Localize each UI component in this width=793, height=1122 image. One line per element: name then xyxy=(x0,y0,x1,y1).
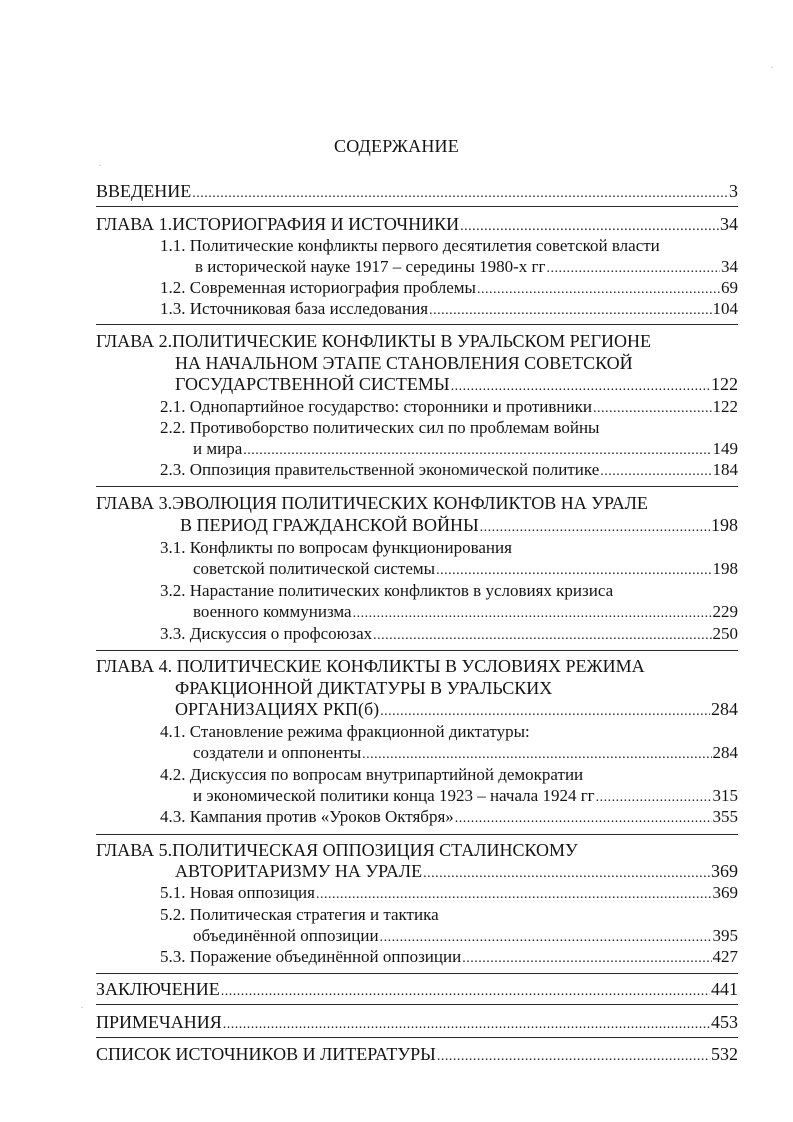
section-number: 3.2. xyxy=(160,581,186,600)
leader-dots xyxy=(316,885,712,905)
toc-page-number: 34 xyxy=(721,257,738,276)
section-title: Однопартийное государство: сторонники и противники xyxy=(189,397,592,416)
section-title-cont: и экономической политики конца 1923 – начала 1924 гг xyxy=(193,786,595,805)
leader-dots xyxy=(380,928,712,948)
divider xyxy=(96,834,738,835)
section-title: Становление режима фракционной диктатуры: xyxy=(189,722,530,741)
section-title-cont: создатели и оппоненты xyxy=(193,743,362,762)
toc-section-1-2 xyxy=(160,278,738,300)
section-title: Новая оппозиция xyxy=(189,883,315,902)
toc-chapter-5-line1: ГЛАВА 5.ПОЛИТИЧЕСКАЯ ОППОЗИЦИЯ СТАЛИНСКОМУ xyxy=(96,840,578,860)
toc-section-3-1 xyxy=(160,538,512,558)
section-title: Дискуссия по вопросам внутрипартийной демократии xyxy=(189,765,584,784)
leader-dots xyxy=(455,809,712,829)
toc-page-number: 315 xyxy=(712,786,738,805)
leader-dots xyxy=(436,561,711,581)
toc-chapter-3-line1: ГЛАВА 3.ЭВОЛЮЦИЯ ПОЛИТИЧЕСКИХ КОНФЛИКТОВ НА УРАЛЕ xyxy=(96,493,648,513)
divider xyxy=(96,650,738,651)
section-title: Конфликты по вопросам функционирования xyxy=(189,538,512,557)
toc-chapter-4-line2: ФРАКЦИОННОЙ ДИКТАТУРЫ В УРАЛЬСКИХ xyxy=(175,678,553,698)
section-title-cont: объединённой оппозиции xyxy=(193,926,379,945)
section-number: 5.2. xyxy=(160,905,186,924)
leader-dots xyxy=(546,259,720,279)
scan-speck: · xyxy=(770,60,774,74)
section-title: Политические конфликты первого десятилетия советской власти xyxy=(189,236,660,255)
divider xyxy=(96,1037,738,1038)
toc-section-1-3 xyxy=(160,299,738,321)
toc-chapter-4-line1: ГЛАВА 4. ПОЛИТИЧЕСКИЕ КОНФЛИКТЫ В УСЛОВИЯХ РЕЖИМА xyxy=(96,656,645,676)
leader-dots xyxy=(437,1047,710,1067)
divider xyxy=(96,324,738,325)
toc-entry-label: СПИСОК ИСТОЧНИКОВ И ЛИТЕРАТУРЫ xyxy=(96,1044,436,1064)
toc-section-2-2 xyxy=(160,418,599,438)
section-title: Противоборство политических сил по проблемам войны xyxy=(189,418,600,437)
chapter-title-cont: ОРГАНИЗАЦИЯХ РКП(б) xyxy=(175,699,380,719)
toc-section-1-1 xyxy=(160,236,660,256)
toc-page-number: 104 xyxy=(712,299,738,318)
leader-dots xyxy=(451,377,710,397)
toc-section-5-2 xyxy=(160,905,439,925)
section-number: 2.2. xyxy=(160,418,186,437)
toc-page-number: 122 xyxy=(712,397,738,416)
section-title: Кампания против «Уроков Октября» xyxy=(189,807,454,826)
leader-dots xyxy=(192,184,728,204)
toc-section-2-3 xyxy=(160,460,738,482)
toc-page-number: 453 xyxy=(711,1012,738,1032)
toc-page-number: 149 xyxy=(712,439,738,458)
leader-dots xyxy=(593,399,712,419)
leader-dots xyxy=(460,217,719,237)
section-title: Современная историография проблемы xyxy=(189,278,476,297)
section-number: 5.1. xyxy=(160,883,186,902)
toc-entry-label: ЗАКЛЮЧЕНИЕ xyxy=(96,979,220,999)
toc-page-number: 284 xyxy=(711,699,738,719)
toc-page-number: 441 xyxy=(711,979,738,999)
section-number: 2.3. xyxy=(160,460,186,479)
toc-page-number: 355 xyxy=(712,807,738,826)
section-title: Источниковая база исследования xyxy=(189,299,429,318)
toc-section-3-1-cont xyxy=(193,559,738,581)
toc-page-number: 229 xyxy=(712,602,738,621)
toc-page-number: 369 xyxy=(711,861,738,881)
toc-section-4-3 xyxy=(160,807,738,829)
leader-dots xyxy=(480,518,710,538)
section-number: 1.3. xyxy=(160,299,186,318)
section-title-cont: военного коммунизма xyxy=(193,602,352,621)
leader-dots xyxy=(223,1015,710,1035)
toc-chapter-1 xyxy=(96,214,738,237)
toc-entry-notes xyxy=(96,1012,738,1035)
toc-entry-conclusion xyxy=(96,979,738,1002)
divider xyxy=(96,973,738,974)
toc-section-5-1 xyxy=(160,883,738,905)
section-number: 2.1. xyxy=(160,397,186,416)
leader-dots xyxy=(462,949,711,969)
toc-section-4-1 xyxy=(160,722,530,742)
section-title: Нарастание политических конфликтов в условиях кризиса xyxy=(189,581,614,600)
toc-entry-intro xyxy=(96,181,738,204)
leader-dots xyxy=(477,280,720,300)
section-number: 3.1. xyxy=(160,538,186,557)
section-title-cont: в исторической науке 1917 – середины 1980-х гг xyxy=(195,257,546,276)
section-title: Поражение объединённой оппозиции xyxy=(189,947,462,966)
toc-page-number: 3 xyxy=(729,181,738,201)
chapter-title: ГЛАВА 1.ИСТОРИОГРАФИЯ И ИСТОЧНИКИ xyxy=(96,214,460,234)
scan-speck: · xyxy=(80,1000,84,1014)
toc-section-5-2-cont xyxy=(193,926,738,948)
section-title: Дискуссия о профсоюзах xyxy=(189,624,373,643)
leader-dots xyxy=(243,441,711,461)
toc-page-number: 395 xyxy=(712,926,738,945)
toc-section-1-1-cont xyxy=(195,257,738,279)
toc-chapter-2-line3 xyxy=(175,374,738,397)
toc-page-number: 369 xyxy=(712,883,738,902)
toc-chapter-4-line3 xyxy=(175,699,738,722)
leader-dots xyxy=(373,626,711,646)
leader-dots xyxy=(596,788,712,808)
toc-chapter-2-line2: НА НАЧАЛЬНОМ ЭТАПЕ СТАНОВЛЕНИЯ СОВЕТСКОЙ xyxy=(175,353,633,373)
leader-dots xyxy=(429,301,711,321)
section-number: 3.3. xyxy=(160,624,186,643)
toc-section-3-3 xyxy=(160,624,738,646)
section-number: 5.3. xyxy=(160,947,186,966)
divider xyxy=(96,206,738,207)
leader-dots xyxy=(362,745,711,765)
section-number: 1.1. xyxy=(160,236,186,255)
toc-page-number: 532 xyxy=(711,1044,738,1064)
toc-section-4-1-cont xyxy=(193,743,738,765)
toc-page-number: 34 xyxy=(720,214,738,234)
toc-section-2-2-cont xyxy=(193,439,738,461)
section-number: 4.3. xyxy=(160,807,186,826)
section-number: 4.2. xyxy=(160,765,186,784)
leader-dots xyxy=(221,982,710,1002)
toc-section-3-2 xyxy=(160,581,613,601)
toc-chapter-3-line2 xyxy=(180,515,738,538)
toc-entry-label: ВВЕДЕНИЕ xyxy=(96,181,192,201)
section-title-cont: и мира xyxy=(193,439,243,458)
toc-page-number: 427 xyxy=(712,947,738,966)
toc-section-4-2-cont xyxy=(193,786,738,808)
toc-section-5-3 xyxy=(160,947,738,969)
section-title: Политическая стратегия и тактика xyxy=(189,905,439,924)
chapter-title-cont: В ПЕРИОД ГРАЖДАНСКОЙ ВОЙНЫ xyxy=(180,515,479,535)
toc-page-number: 198 xyxy=(711,515,738,535)
section-title: Оппозиция правительственной экономической политике xyxy=(189,460,600,479)
toc-page-number: 284 xyxy=(712,743,738,762)
section-number: 1.2. xyxy=(160,278,186,297)
scan-speck: · xyxy=(98,158,102,172)
toc-page-number: 184 xyxy=(712,460,738,479)
toc-page-number: 122 xyxy=(711,374,738,394)
toc-chapter-5-line2 xyxy=(175,861,738,884)
toc-section-4-2 xyxy=(160,765,583,785)
toc-page-number: 198 xyxy=(712,559,738,578)
toc-page-number: 250 xyxy=(712,624,738,643)
toc-section-3-2-cont xyxy=(193,602,738,624)
divider xyxy=(96,1004,738,1005)
page-title: СОДЕРЖАНИЕ xyxy=(334,136,459,156)
toc-chapter-2-line1: ГЛАВА 2.ПОЛИТИЧЕСКИЕ КОНФЛИКТЫ В УРАЛЬСКОМ РЕГИОНЕ xyxy=(96,331,651,351)
leader-dots xyxy=(353,604,712,624)
toc-entry-label: ПРИМЕЧАНИЯ xyxy=(96,1012,222,1032)
toc-section-2-1 xyxy=(160,397,738,419)
toc-page-number: 69 xyxy=(721,278,738,297)
divider xyxy=(96,486,738,487)
leader-dots xyxy=(600,462,711,482)
section-title-cont: советской политической системы xyxy=(193,559,436,578)
chapter-title-cont: ГОСУДАРСТВЕННОЙ СИСТЕМЫ xyxy=(175,374,450,394)
leader-dots xyxy=(380,702,710,722)
chapter-title-cont: АВТОРИТАРИЗМУ НА УРАЛЕ xyxy=(175,861,423,881)
section-number: 4.1. xyxy=(160,722,186,741)
leader-dots xyxy=(423,864,710,884)
toc-entry-bibliography xyxy=(96,1044,738,1067)
